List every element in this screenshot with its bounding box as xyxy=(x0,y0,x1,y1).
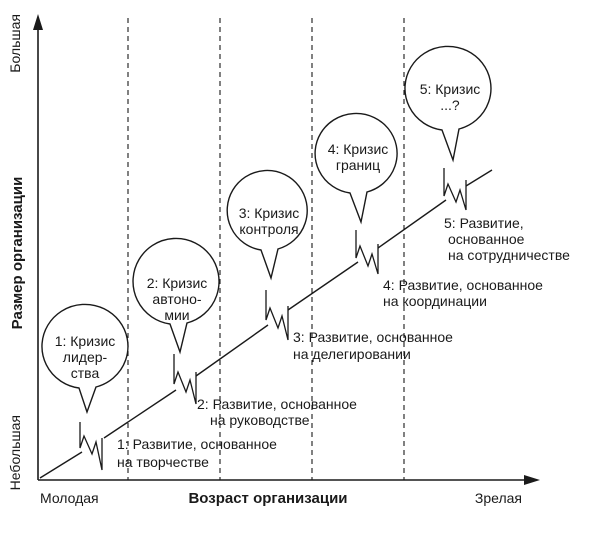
crisis-1-line-2: лидер- xyxy=(62,349,108,365)
development-5-line-2: основанное xyxy=(448,231,525,247)
development-2-line-1: 2: Развитие, основанное xyxy=(197,396,357,412)
crisis-2-line-1: 2: Кризис xyxy=(146,275,208,291)
development-4-line-1: 4: Развитие, основанное xyxy=(383,277,543,293)
crisis-zigzag-icon xyxy=(356,230,378,274)
crisis-zigzag-icon xyxy=(174,354,196,404)
crisis-zigzag-icon xyxy=(266,290,288,340)
crisis-zigzag-icon xyxy=(444,168,466,210)
x-axis-start-label: Молодая xyxy=(40,490,99,506)
development-3-line-1: 3: Развитие, основанное xyxy=(293,329,453,345)
x-axis-arrow-icon xyxy=(524,475,540,485)
growth-segment-3 xyxy=(196,325,268,376)
crisis-1-line-3: ства xyxy=(70,365,100,381)
y-axis-arrow-icon xyxy=(33,14,43,30)
development-3-line-2: на делегировании xyxy=(293,346,411,362)
x-axis-end-label: Зрелая xyxy=(474,490,522,506)
development-5-line-1: 5: Развитие, xyxy=(444,215,524,231)
growth-segment-4 xyxy=(288,262,358,310)
y-axis-end-label: Большая xyxy=(7,14,23,73)
growth-segment-5 xyxy=(378,200,446,248)
development-1-line-2: на творчестве xyxy=(117,454,209,470)
development-2-line-2: на руководстве xyxy=(210,412,310,428)
crisis-2-line-2: автоно- xyxy=(152,291,202,307)
y-axis-start-label: Небольшая xyxy=(7,415,23,491)
growth-segment-2 xyxy=(104,390,176,438)
crisis-3-line-2: контроля xyxy=(239,221,299,237)
crisis-4-line-2: границ xyxy=(335,157,381,173)
crisis-4-line-1: 4: Кризис xyxy=(327,141,389,157)
crisis-zigzag-icon xyxy=(80,422,102,470)
development-1-line-1: 1: Развитие, основанное xyxy=(117,436,277,452)
x-axis-title: Возраст организации xyxy=(188,490,348,507)
growth-segment-1 xyxy=(40,452,82,478)
y-axis-title: Размер организации xyxy=(9,176,26,330)
crisis-5-line-1: 5: Кризис xyxy=(419,81,481,97)
crisis-3-line-1: 3: Кризис xyxy=(238,205,300,221)
crisis-5-line-2: ...? xyxy=(440,97,460,113)
development-5-line-3: на сотрудничестве xyxy=(448,247,570,263)
crisis-2-line-3: мии xyxy=(164,307,190,323)
crisis-1-line-1: 1: Кризис xyxy=(54,333,116,349)
growth-segment-6 xyxy=(466,170,492,186)
development-4-line-2: на координации xyxy=(383,293,487,309)
